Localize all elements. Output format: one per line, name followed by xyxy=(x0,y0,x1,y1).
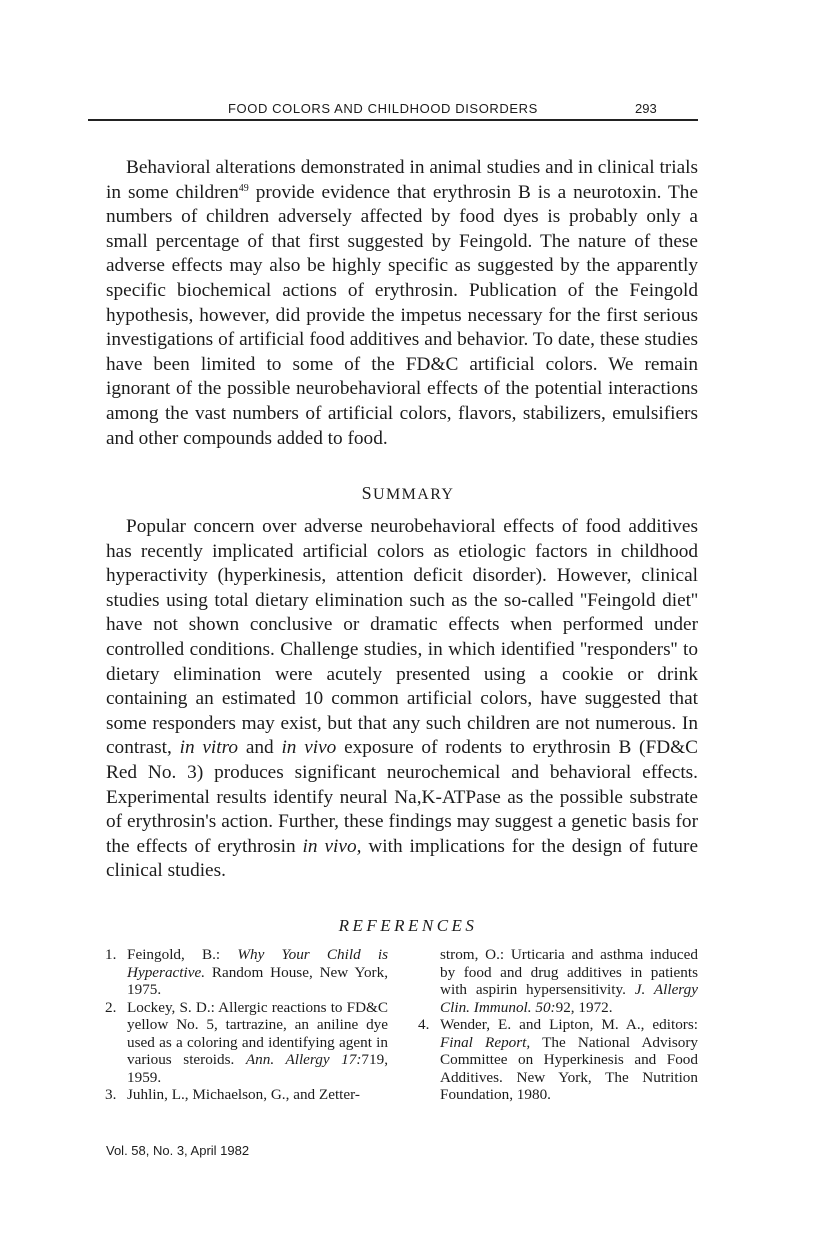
reference-item-continued: strom, O.: Urticaria and asthma induced by food and drug additives in patients with aspirin hypersensitivity. J. Allergy Clin. Immunol. 50:92, 1972. xyxy=(440,946,698,1016)
running-head xyxy=(88,101,698,121)
running-head-title: FOOD COLORS AND CHILDHOOD DISORDERS xyxy=(228,101,538,116)
footer-issue: Vol. 58, No. 3, April 1982 xyxy=(106,1143,250,1158)
page-number: 293 xyxy=(635,101,657,116)
body-paragraph-1: Behavioral alterations demonstrated in animal studies and in clinical trials in some children$^{49}$ provide evidence that erythrosin B is a neurotoxin. The numbers of children adversely affected by food dyes is probably only a small percentage of that first suggested by Feingold. The nature of these adverse effects may also be highly specific as suggested by the apparently specific biochemical actions of erythrosin. Publication of the Feingold hypothesis, however, did provide the impetus necessary for the first serious investigations of artificial food additives and behavior. To date, these studies have been limited to some of the FD&C artificial colors. We remain ignorant of the possible neurobehavioral effects of the potential interactions among the vast numbers of artificial colors, flavors, stabilizers, emulsifiers and other compounds added to food. xyxy=(106,157,698,449)
summary-paragraph: Popular concern over adverse neurobehavioral effects of food additives has recently implicated artificial colors as etiologic factors in childhood hyperactivity (hyperkinesis, attention deficit disorder). However, clinical studies using total dietary elimination such as the so-called ''Feingold diet'' have not shown conclusive or dramatic effects when performed under controlled conditions. Challenge studies, in which identified ''responders'' to dietary elimination were acutely presented using a cookie or drink containing an estimated 10 common artificial colors, have suggested that some responders may exist, but that any such children are not numerous. In contrast, in vitro and in vivo exposure of rodents to erythrosin B (FD&C Red No. 3) produces significant neurochemical and behavioral effects. Experimental results identify neural Na,K-ATPase as the possible substrate of erythrosin's action. Further, these findings may suggest a genetic basis for the effects of erythrosin in vivo, with implications for the design of future clinical studies. xyxy=(106,516,699,882)
reference-item: 1. Feingold, B.: Why Your Child is Hyperactive. Random House, New York, 1975. xyxy=(105,946,388,998)
reference-item: 3. Juhlin, L., Michaelson, G., and Zetter- xyxy=(105,1086,360,1103)
reference-item: 4. Wender, E. and Lipton, M. A., editors: Final Report, The National Advisory Committee on Hyperkinesis and Food Additives. New York, The Nutrition Foundation, 1980. xyxy=(418,1016,698,1103)
references-column-right xyxy=(418,946,698,1104)
reference-item: 2. Lockey, S. D.: Allergic reactions to FD&C yellow No. 5, tartrazine, an aniline dye used as a coloring and identifying agent in various steroids. Ann. Allergy 17:719, 1959. xyxy=(105,998,388,1086)
summary-heading: SUMMARY xyxy=(361,483,455,503)
references-heading: REFERENCES xyxy=(338,916,478,935)
citation-superscript: 49 xyxy=(238,182,249,194)
references-column-left xyxy=(105,946,388,1104)
